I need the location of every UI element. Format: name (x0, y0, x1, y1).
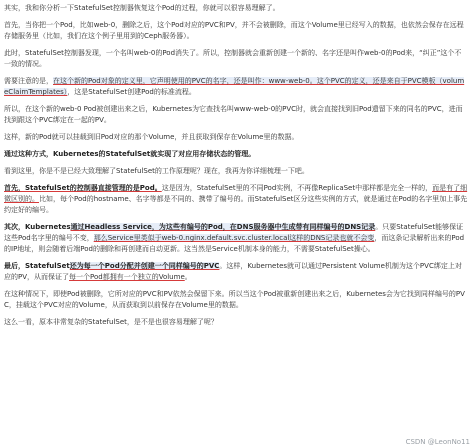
paragraph-find-pvc: 所以，在这个新的web-0 Pod被创建出来之后，Kubernetes为它查找名叫www-web-0的PVC时，就会直接找到旧Pod遗留下来的同名的PVC，进而找到跟这个PVC绑定在一起的PV。 (4, 105, 463, 124)
paragraph-pvc-name-note: 需要注意的是，在这个新的Pod对象的定义里，它声明使用的PVC的名字，还是叫作：www-web-0。这个PVC的定义，还是来自于PVC模板（volumeClaimTemplates），这是StatefulSet创建Pod的标准流程。 (4, 77, 465, 96)
underlined-independent-volume: 每一个Pod都拥有一个独立的Volume (69, 273, 185, 281)
paragraph-delete-pod: 首先，当你把一个Pod，比如web-0，删除之后，这个Pod对应的PVC和PV，并不会被删除，而这个Volume里已经写入的数据，也依然会保存在远程存储服务里（比如，我们在这个例子里用到的Ceph服务器）。 (4, 21, 464, 40)
paragraph-mount-volume: 这样，新的Pod就可以挂载到旧Pod对应的那个Volume，并且获取到保存在Volume里的数据。 (4, 133, 299, 141)
underlined-controller-manages-pod: 首先，StatefulSet的控制器直接管理的是Pod。 (4, 184, 162, 192)
highlighted-pvc-definition: 在这个新的Pod对象的定义里，它声明使用的PVC的名字，还是叫作：www-web-0。这个PVC的定义，还是来自于PVC模板（volumeClaimTemplates） (4, 77, 465, 96)
paragraph-pvc-per-pod: 最后，StatefulSet还为每一个Pod分配并创建一个同样编号的PVC。这样，Kubernetes就可以通过Persistent Volume机制为这个PVC绑定上对应的PV，从而保证了每一个Pod都拥有一个独立的Volume。 (4, 262, 462, 281)
highlighted-headless-service-dns: 通过Headless Service，为这些有编号的Pod，在DNS服务器中生成带有同样编号的DNS记录 (70, 223, 376, 231)
paragraph-conclusion: 这么一看，原本非常复杂的StatefulSet，是不是也很容易理解了呢？ (4, 318, 218, 326)
article-body (4, 3, 468, 334)
paragraph-pvc-retained: 在这种情况下，即使Pod被删除，它所对应的PVC和PV依然会保留下来。所以当这个Pod被重新创建出来之后，Kubernetes会为它找到同样编号的PVC，挂载这个PVC对应的Volume，从而获取到以前保存在Volume里的数据。 (4, 290, 465, 309)
underlined-subtle-difference: 而是有了细微区别的。 (4, 184, 468, 203)
highlighted-dns-record-unchanged: 那么Service里类似于web-0.nginx.default.svc.cluster.local这样的DNS记录也就不会变 (93, 234, 375, 242)
paragraph-detail-intro: 看到这里，你是不是已经大致理解了StatefulSet的工作原理呢？现在，我再为你详细梳理一下吧。 (4, 167, 309, 175)
paragraph-headless-service: 其次，Kubernetes通过Headless Service，为这些有编号的Pod，在DNS服务器中生成带有同样编号的DNS记录。只要StatefulSet能够保证这些Pod名字里的编号不变，那么Service里类似于web-0.nginx.default.svc.cluster.local这样的DNS记录也就不会变，而这条记录解析出来的Pod的IP地址，则会随着后端Pod的删除和再创建而自动更新。这当然是Service机制本身的能力，不需要StatefulSet操心。 (4, 223, 465, 253)
highlighted-pvc-per-pod: 还为每一个Pod分配并创建一个同样编号的PVC (69, 262, 220, 270)
paragraph-controller-manages-pod: 首先，StatefulSet的控制器直接管理的是Pod。这是因为，StatefulSet里的不同Pod实例，不再像ReplicaSet中那样都是完全一样的，而是有了细微区别的。比如，每个Pod的hostname、名字等都是不同的、携带了编号的。而StatefulSet区分这些实例的方式，就是通过在Pod的名字里加上事先约定好的编号。 (4, 184, 468, 214)
csdn-watermark: CSDN @LeonNo11 (405, 438, 470, 446)
paragraph-storage-state-summary: 通过这种方式，Kubernetes的StatefulSet就实现了对应用存储状态的管理。 (4, 150, 256, 158)
paragraph-intro: 其实，我和你分析一下StatefulSet控制器恢复这个Pod的过程，你就可以很容易理解了。 (4, 4, 280, 12)
paragraph-controller-recreate: 此时，StatefulSet控制器发现，一个名叫web-0的Pod消失了。所以，控制器就会重新创建一个新的、名字还是叫作web-0的Pod来，“纠正”这个不一致的情况。 (4, 49, 462, 68)
